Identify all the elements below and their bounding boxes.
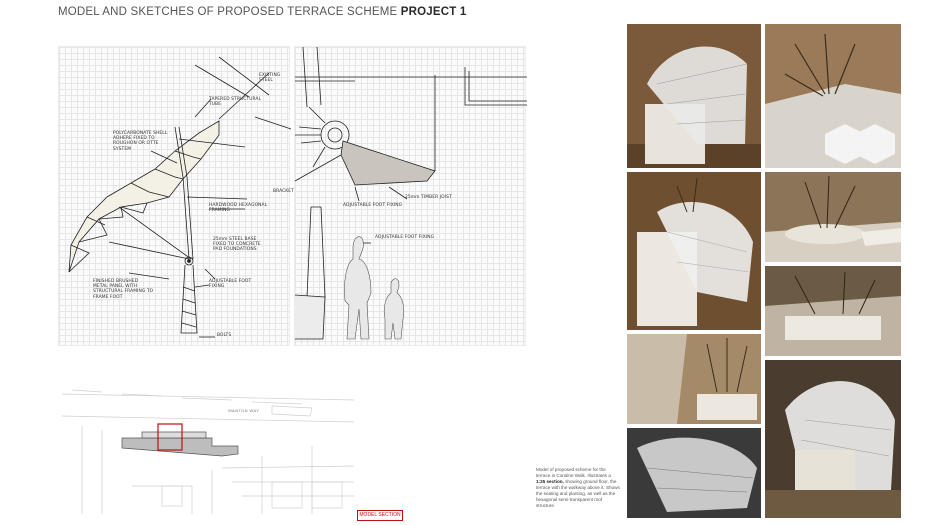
caption-scale: 1:25 section, [536,479,564,484]
site-plan-drawing [62,386,354,514]
caption-text-a: Model of proposed scheme for the terrace in Coraline Walk. Illustrates a [536,467,611,478]
sketch-sheet-right [259,46,526,346]
sketch-sheet-left [58,46,290,346]
model-photo-6 [627,334,761,424]
model-photo-7 [627,428,761,518]
page-title-project: PROJECT 1 [400,6,467,18]
note-adjustable-foot-right: ADJUSTABLE FOOT FIXING [375,235,435,240]
note-adjustable-foot-left: ADJUSTABLE FOOT FIXING [209,279,252,290]
note-timber-joist: 25mm TIMBER JOIST [405,195,452,200]
note-bracket: BRACKET [273,189,294,194]
note-hardwood-framing: HARDWOOD HEXAGONAL FRAMING [209,203,268,214]
note-tapered-tube: TAPERED STRUCTURAL TUBE [209,97,262,108]
model-photo-2 [765,24,901,168]
model-photo-8 [765,360,901,518]
model-photo-4 [765,172,901,262]
model-section-label: MODEL SECTION [357,510,403,521]
caption-text-b: showing ground floor, the terrace with the walkway above it. Shows the seating and planting, as well as the hexagonal semi-transparent roof structure. [536,479,620,508]
model-caption [536,467,620,509]
canopy-sketch-drawing [59,47,291,347]
plan-road-label: WANTON WAY [228,408,260,413]
note-existing-steel: EXISTING STEEL [259,73,281,84]
page-title [58,6,467,18]
page-title-main: MODEL AND SKETCHES OF PROPOSED TERRACE SCHEME [58,6,398,18]
model-photo-3 [627,172,761,330]
note-bolts: BOLTS [217,333,232,338]
note-adjustable-foot-mid: ADJUSTABLE FOOT FIXING [343,203,403,208]
model-photo-5 [765,266,901,356]
note-steel-base: 25mm STEEL BASE FIXED TO CONCRETE PAD FOUNDATIONS [213,237,261,253]
site-plan [62,386,354,514]
note-polycarbonate-shell: POLYCARBONATE SHELL ADHERE FIXED TO ROUGHON OR OTTE SYSTEM [113,131,168,152]
model-photo-1 [627,24,761,168]
note-finished-metal-panel: FINISHED BRUSHED METAL PANEL WITH STRUCTURAL FRAMING TO FRAME FOOT [93,279,154,300]
